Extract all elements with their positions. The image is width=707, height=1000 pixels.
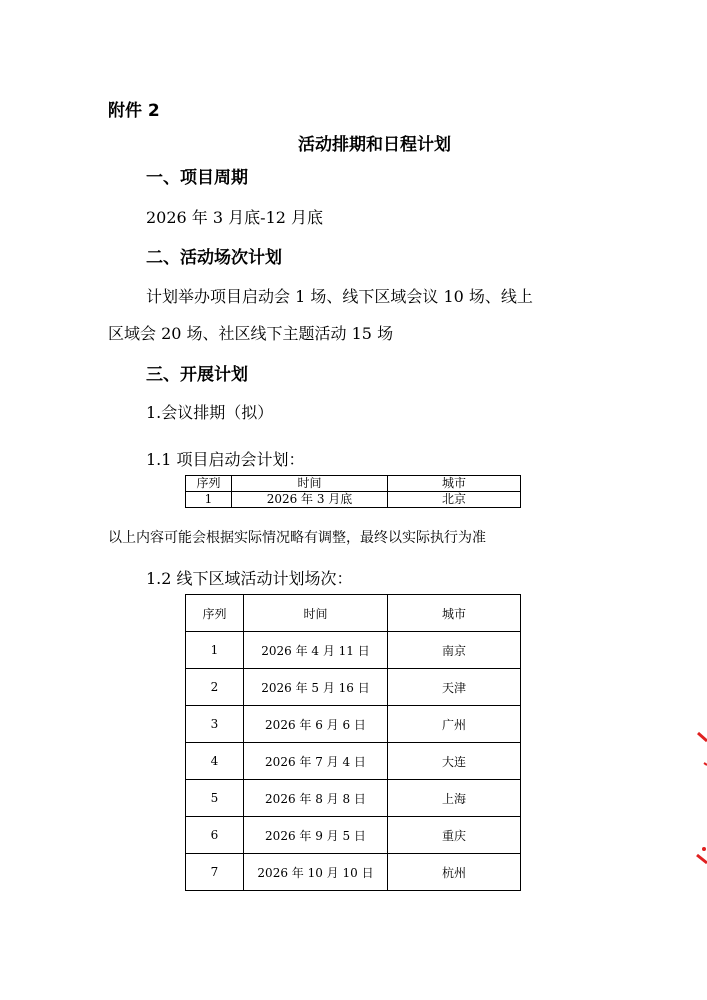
attachment-label: 附件 2 [108,101,160,121]
table-cell: 北京 [388,492,521,508]
table-cell: 5 [186,780,244,817]
table-header-cell: 序列 [186,476,232,492]
regional-activity-table [185,594,521,891]
section-2-heading: 二、活动场次计划 [146,248,282,268]
table-cell: 2026 年 7 月 4 日 [244,743,388,780]
section-3-heading: 三、开展计划 [146,365,248,385]
table-row [186,669,521,706]
table-header-cell: 序列 [186,595,244,632]
table-cell: 7 [186,854,244,891]
table-header-cell: 时间 [244,595,388,632]
table-cell: 2 [186,669,244,706]
table-row [186,854,521,891]
regional-plan-heading: 1.2 线下区域活动计划场次： [146,569,353,588]
activity-plan-line-1: 计划举办项目启动会 1 场、线下区域会议 10 场、线上 [146,287,533,306]
table-cell: 2026 年 5 月 16 日 [244,669,388,706]
table-row [186,817,521,854]
table-cell: 南京 [388,632,521,669]
table-header-row [186,476,521,492]
table-row [186,780,521,817]
table-header-row [186,595,521,632]
table-header-cell: 城市 [388,595,521,632]
meeting-schedule-heading: 1.会议排期（拟） [146,403,274,422]
table-cell: 2026 年 9 月 5 日 [244,817,388,854]
activity-plan-line-2: 区域会 20 场、社区线下主题活动 15 场 [108,324,394,343]
table-cell: 1 [186,632,244,669]
table-cell: 广州 [388,706,521,743]
table-row [186,706,521,743]
table-header-cell: 城市 [388,476,521,492]
kickoff-table [185,475,521,508]
table-row [186,632,521,669]
table-cell: 2026 年 3 月底 [232,492,388,508]
document-title: 活动排期和日程计划 [298,135,451,155]
table-cell: 上海 [388,780,521,817]
table-cell: 3 [186,706,244,743]
table-row [186,743,521,780]
adjustment-note: 以上内容可能会根据实际情况略有调整，最终以实际执行为准 [108,530,486,546]
table-cell: 重庆 [388,817,521,854]
project-period-text: 2026 年 3 月底-12 月底 [146,208,324,227]
table-cell: 大连 [388,743,521,780]
table-header-cell: 时间 [232,476,388,492]
table-cell: 4 [186,743,244,780]
kickoff-plan-heading: 1.1 项目启动会计划： [146,450,305,469]
table-cell: 天津 [388,669,521,706]
table-cell: 6 [186,817,244,854]
table-cell: 2026 年 10 月 10 日 [244,854,388,891]
table-cell: 1 [186,492,232,508]
table-cell: 2026 年 4 月 11 日 [244,632,388,669]
table-cell: 杭州 [388,854,521,891]
table-row [186,492,521,508]
red-seal-fragment [688,725,707,875]
table-cell: 2026 年 8 月 8 日 [244,780,388,817]
table-cell: 2026 年 6 月 6 日 [244,706,388,743]
section-1-heading: 一、项目周期 [146,168,248,188]
